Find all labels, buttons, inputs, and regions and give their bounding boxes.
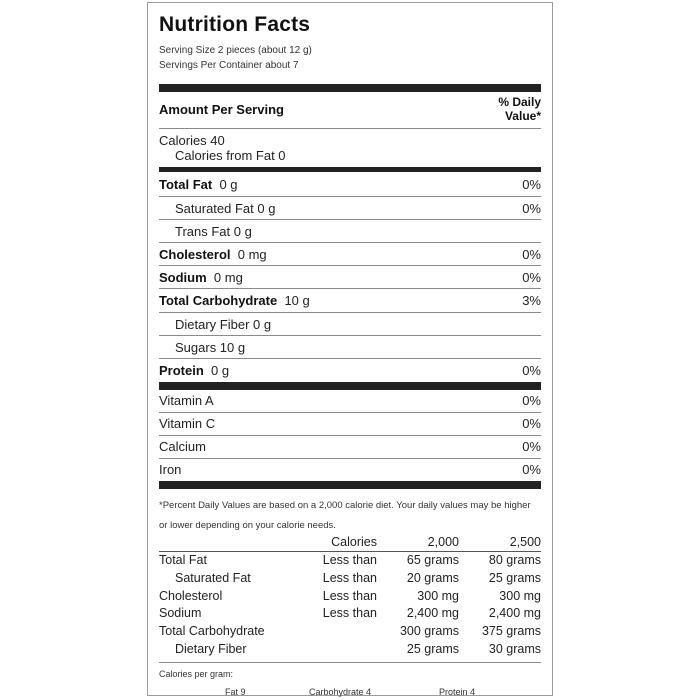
thick-divider [159,481,541,489]
dv-table-cell: 30 grams [488,642,541,656]
vitamin-name: Vitamin A [159,393,214,408]
dv-table-cell: 20 grams [406,571,459,585]
dv-table-row [159,622,541,640]
fat-per-gram: Fat 9 [225,687,246,697]
vitamin-row [159,458,541,481]
nutrient-dv: 0% [522,201,541,216]
nutrient-amount: Dietary Fiber 0 g [175,317,272,332]
label-content [159,3,541,695]
dv-table-row [159,604,541,622]
nutrient-name: Total Fat [159,177,213,192]
nutrient-row-total-fat [159,173,541,196]
nutrient-dv: 0% [522,363,541,378]
dv-table-cell: 2,400 mg [488,606,541,620]
dv-table-cell: Saturated Fat [175,571,251,585]
dv-table-header-cell: 2,000 [427,535,459,549]
nutrient-amount: Trans Fat 0 g [175,224,252,239]
nutrient-dv: 0% [522,270,541,285]
nutrition-label [147,2,553,696]
amount-per-serving: Amount Per Serving [159,102,284,117]
nutrient-row-protein [159,359,541,382]
dv-table-cell: Dietary Fiber [175,642,247,656]
vitamin-name: Vitamin C [159,416,216,431]
dv-table-cell: Total Fat [159,553,207,567]
nutrient-amount: 0 g [211,363,230,378]
dv-table-cell: Sodium [159,606,202,620]
dv-table-cell: Less than [322,571,377,585]
daily-value-header-line2: Value* [504,109,541,123]
nutrient-name: Sodium [159,270,207,285]
dv-table-header-cell: Calories [331,535,377,549]
daily-value-header [498,95,541,123]
dv-table-cell: 300 grams [399,624,459,638]
nutrient-name: Total Carbohydrate [159,293,278,308]
daily-value-header-line1: % Daily [498,95,541,109]
nutrient-amount: Sugars 10 g [175,340,246,355]
dv-table-cell: 25 grams [488,571,541,585]
nutrient-row-dietary-fiber [159,313,541,336]
nutrient-row-sodium [159,266,541,289]
dv-table-cell: Cholesterol [159,589,223,603]
nutrient-dv: 3% [522,293,541,308]
nutrient-row-saturated-fat [159,197,541,220]
dv-table-row [159,640,541,658]
dv-table-cell: 300 mg [417,589,459,603]
thick-divider [159,84,541,92]
calories-from-fat: Calories from Fat 0 [175,148,286,163]
footnote-line: *Percent Daily Values are based on a 2,000 calorie diet. Your daily values may be higher [159,500,531,511]
nutrient-amount: 0 mg [237,247,267,262]
nutrient-dv: 0% [522,177,541,192]
vitamin-row [159,412,541,435]
dv-table-cell: Less than [322,553,377,567]
dv-table-cell: 25 grams [406,642,459,656]
nutrient-amount: Saturated Fat 0 g [175,201,276,216]
nutrient-dv: 0% [522,247,541,262]
dv-table-header-cell: 2,500 [509,535,541,549]
dv-table-cell: 65 grams [406,553,459,567]
dv-table-cell: 300 mg [499,589,541,603]
dv-table-header [159,533,541,551]
dv-table-cell: Less than [322,589,377,603]
vitamin-dv: 0% [522,393,541,408]
nutrient-name: Cholesterol [159,247,231,262]
serving-size: Serving Size 2 pieces (about 12 g) [159,45,312,56]
footnote-line: or lower depending on your calorie needs. [159,520,336,531]
carbohydrate-per-gram: Carbohydrate 4 [309,687,372,697]
dv-table-cell: Less than [322,606,377,620]
vitamin-dv: 0% [522,439,541,454]
nutrient-amount: 0 g [219,177,238,192]
nutrient-row-cholesterol [159,243,541,266]
dv-table-cell: 375 grams [481,624,541,638]
medium-divider [159,167,541,172]
dv-table-row [159,587,541,605]
protein-per-gram: Protein 4 [439,687,476,697]
nutrient-row-sugars [159,336,541,359]
vitamin-name: Calcium [159,439,206,454]
footnote [159,496,541,536]
vitamin-name: Iron [159,462,182,477]
dv-table-cell: 2,400 mg [406,606,459,620]
divider [159,128,541,129]
dv-table-row [159,551,541,569]
label-title: Nutrition Facts [159,13,311,36]
vitamin-row [159,435,541,458]
vitamin-dv: 0% [522,416,541,431]
divider [159,662,541,663]
vitamin-dv: 0% [522,462,541,477]
dv-table-cell: 80 grams [488,553,541,567]
dv-table-row [159,569,541,587]
nutrient-row-trans-fat [159,220,541,243]
calories: Calories 40 [159,133,225,148]
dv-table-cell: Total Carbohydrate [159,624,265,638]
nutrient-amount: 0 mg [213,270,243,285]
vitamin-row [159,389,541,412]
nutrient-amount: 10 g [284,293,310,308]
servings-per-container: Servings Per Container about 7 [159,60,299,71]
calories-per-gram-label: Calories per gram: [159,669,234,679]
nutrient-row-total-carbohydrate [159,289,541,312]
nutrient-name: Protein [159,363,204,378]
